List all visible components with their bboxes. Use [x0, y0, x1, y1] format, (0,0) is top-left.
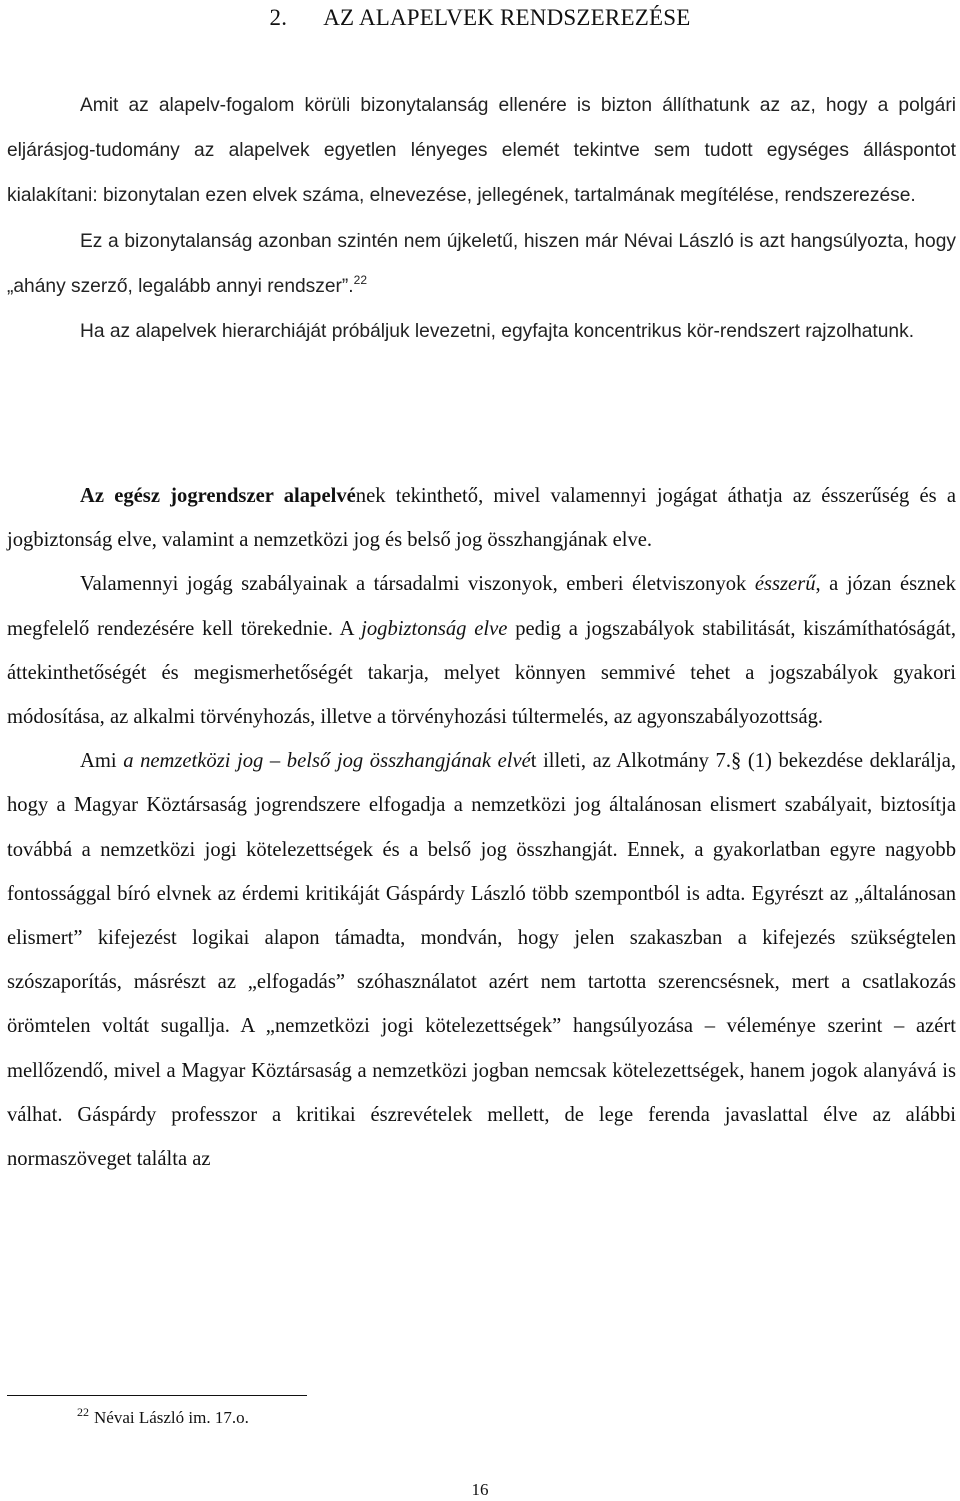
section-heading: [0, 3, 960, 33]
body-paragraph-2-text-a: Valamennyi jogág szabályainak a társadalmi viszonyok, emberi életviszonyok: [80, 573, 755, 596]
body-paragraph-3-text-b: t illeti, az Alkotmány 7.§ (1) bekezdése deklarálja, hogy a Magyar Köztársaság jogrendszere elfogadja a nemzetközi jog általánosan elismert szabályait, biztosítja továbbá a nemzetközi jogi kötelezettségek és a belső jog összhangját. Ennek, a gyakorlatban egyre nagyobb fontossággal bíró elvnek az érdemi kritikáját Gáspárdy László több szempontból is adta. Egyrészt az „általánosan elismert” kifejezést logikai alapon támadta, mondván, hogy jelen szakaszban a kifejezés szükségtelen szószaporítás, másrészt az „elfogadás” szóhasználatot azért nem tartotta szerencsésnek, mert a csatlakozás örömtelen voltát sugallja. A „nemzetközi jogi kötelezettségek” hangsúlyozása – véleménye szerint – azért mellőzendő, mivel a Magyar Köztársaság a nemzetközi jogban nemcsak kötelezettségek, hanem jogok alanyává is válhat. Gáspárdy professzor a kritikai észrevételek mellett, de lege ferenda javaslattal élve az alábbi normaszöveget találta az: [7, 750, 956, 1171]
intro-section: [7, 83, 956, 354]
body-paragraph-3-text-a: Ami: [80, 750, 124, 773]
intro-paragraph-1: Amit az alapelv-fogalom körüli bizonytalanság ellenére is bizton állíthatunk az az, hogy a polgári eljárásjog-tudomány az alapelvek egyetlen lényeges elemét tekintve sem tudott egységes álláspontot kialakítani: bizonytalan ezen elvek száma, elnevezése, jellegének, tartalmának megítélése, rendszerezése.: [7, 95, 956, 207]
body-paragraph-3: [7, 739, 956, 1181]
body-paragraph-1-text: nek tekinthető, mivel valamennyi jogágat áthatja az ésszerűség és a jogbiztonság elve, valamint a nemzetközi jog és belső jog összhangjának elve.: [7, 485, 956, 552]
body-section: [7, 474, 956, 1181]
intro-paragraph-3: Ha az alapelvek hierarchiáját próbáljuk levezetni, egyfajta koncentrikus kör-rendszert rajzolhatunk.: [80, 321, 915, 343]
body-paragraph-1: [7, 474, 956, 562]
heading-number: 2.: [269, 5, 288, 30]
intro-paragraph-2: [7, 219, 956, 309]
italic-term-jogbiztonsag: jogbiztonság elve: [361, 617, 508, 640]
footnote-divider: [7, 1395, 307, 1396]
page-number: 16: [471, 1480, 489, 1499]
italic-term-nemzetkozi: a nemzetközi jog – belső jog összhangjának elvé: [123, 750, 531, 773]
body-paragraph-2: [7, 562, 956, 739]
heading-title: AZ ALAPELVEK RENDSZEREZÉSE: [323, 5, 691, 30]
footnote: [77, 1404, 249, 1432]
body-paragraph-2-text-b: , a józan észnek megfelelő rendezésére kell törekednie. A: [7, 573, 956, 640]
italic-term-esszeru: ésszerű: [754, 573, 816, 596]
intro-paragraph-2-text: Ez a bizonytalanság azonban szintén nem újkeletű, hiszen már Névai László is azt hangsúlyozta, hogy „ahány szerző, legalább annyi rendszer”.: [7, 230, 956, 297]
footnote-reference[interactable]: 22: [353, 272, 367, 287]
body-paragraph-2-text-c: pedig a jogszabályok stabilitását, kiszámíthatóságát, áttekinthetőségét és megismerhetőségét takarja, melyet könnyen semmivé tehet a jogszabályok gyakori módosítása, az alkalmi törvényhozás, illetve a törvényhozási túltermelés, az agyonszabályozottság.: [7, 617, 956, 729]
footnote-number: 22: [77, 1405, 89, 1419]
footnote-text: Névai László im. 17.o.: [94, 1408, 249, 1427]
bold-term: Az egész jogrendszer alapelvé: [80, 485, 356, 507]
